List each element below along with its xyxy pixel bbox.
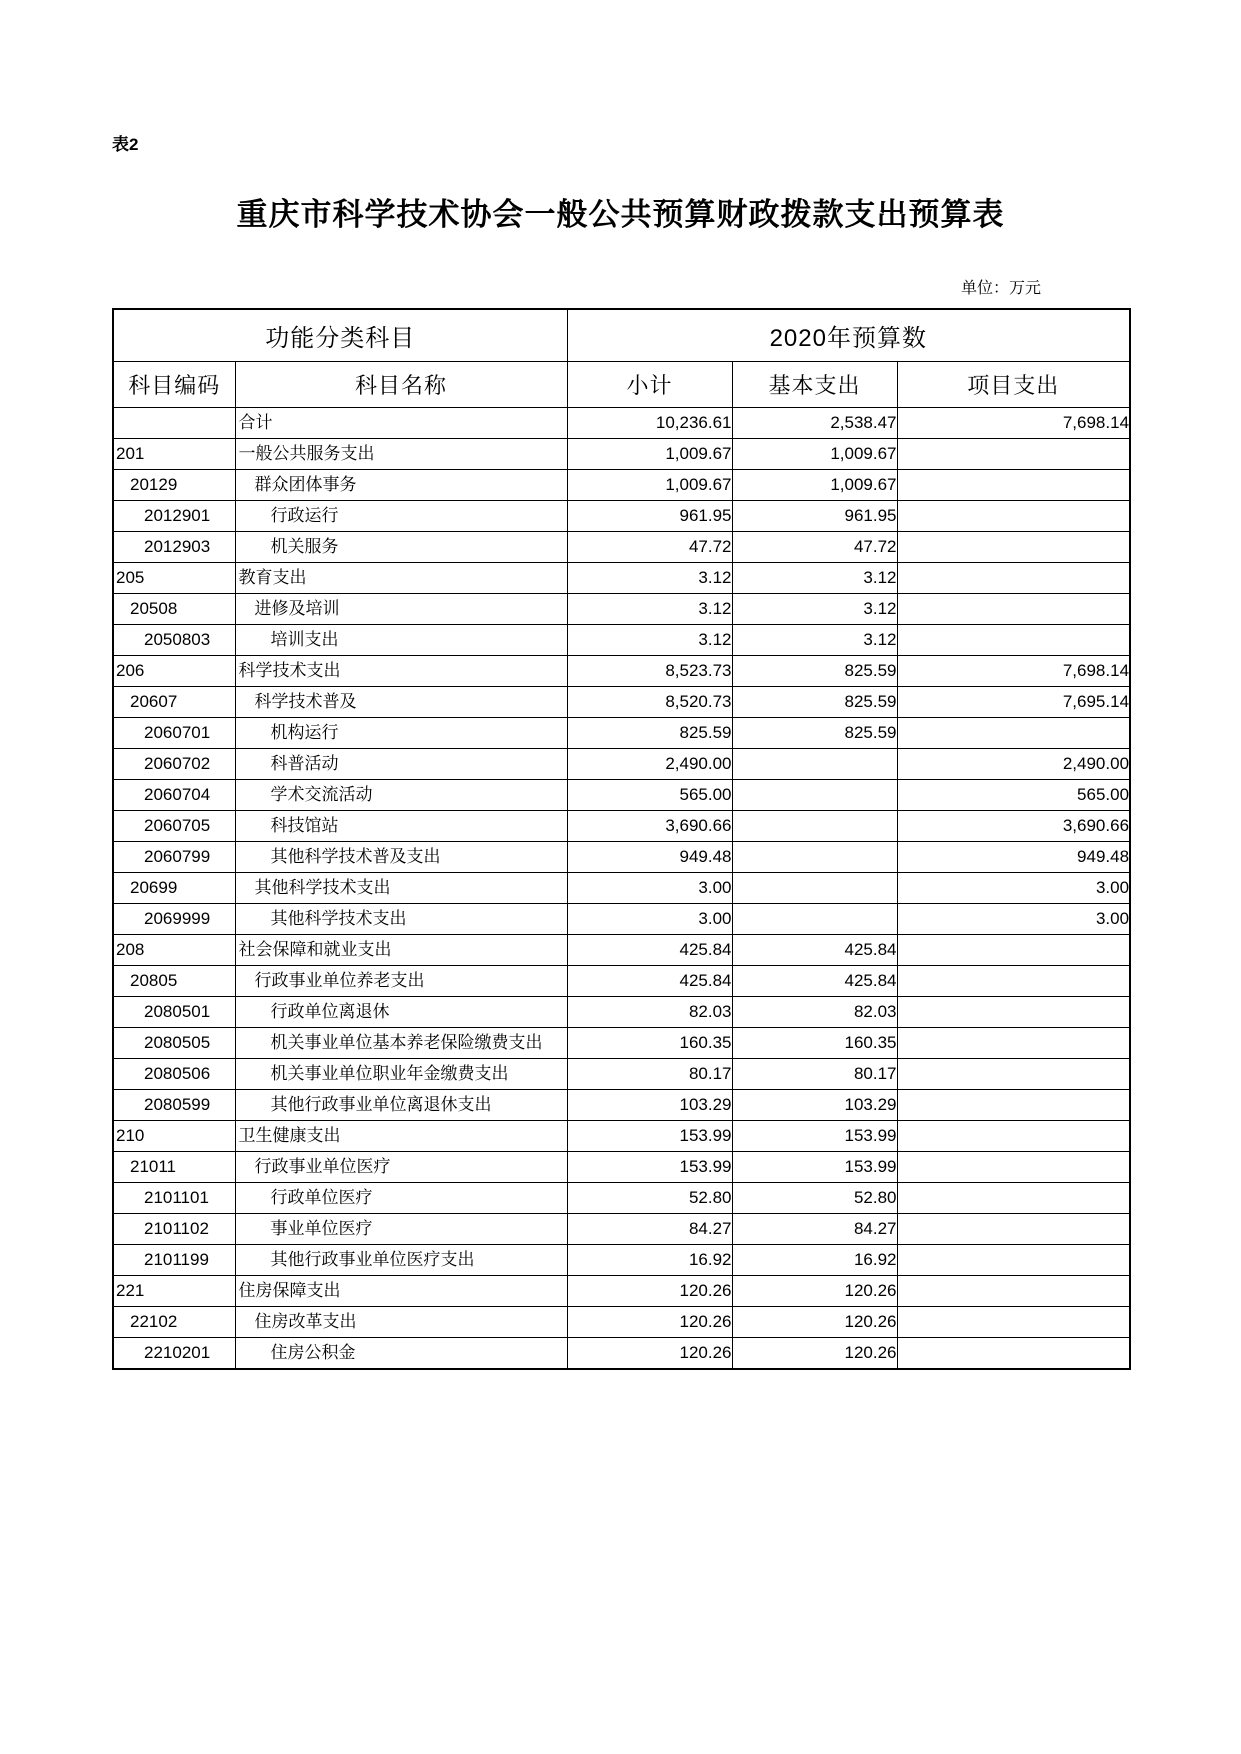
subject-name-text: 其他科学技术支出 [254,877,391,897]
subject-code-text: 20805 [130,970,178,990]
cell-subject-code [113,996,235,1027]
subject-code-text: 208 [116,939,145,959]
cell-subject-name [235,1027,567,1058]
cell-subtotal: 82.03 [567,996,732,1027]
cell-basic-expenditure [732,810,897,841]
cell-subject-code [113,624,235,655]
subject-name-text: 其他科学技术普及支出 [270,846,441,866]
subject-code-text: 2080501 [144,1001,211,1021]
table-header-group-row [113,309,1130,361]
table-row [113,655,1130,686]
cell-subject-name [235,1306,567,1337]
subject-name-text: 培训支出 [270,629,339,649]
cell-project-expenditure: 2,490.00 [897,748,1130,779]
cell-subtotal: 10,236.61 [567,407,732,438]
cell-subject-code [113,1151,235,1182]
cell-project-expenditure [897,469,1130,500]
cell-subtotal: 3.00 [567,903,732,934]
cell-basic-expenditure [732,779,897,810]
subject-name-text: 其他科学技术支出 [270,908,407,928]
cell-subject-code [113,593,235,624]
unit-note: 单位：万元 [960,280,1041,297]
subject-code-text: 20129 [130,474,178,494]
table-row [113,717,1130,748]
cell-subtotal: 3.12 [567,624,732,655]
cell-basic-expenditure: 16.92 [732,1244,897,1275]
header-functional-classification: 功能分类科目 [113,309,567,361]
cell-subtotal: 825.59 [567,717,732,748]
cell-basic-expenditure: 3.12 [732,562,897,593]
subject-name-text: 机关事业单位基本养老保险缴费支出 [270,1032,543,1052]
cell-subject-code [113,1306,235,1337]
cell-basic-expenditure: 84.27 [732,1213,897,1244]
cell-project-expenditure [897,1182,1130,1213]
table-row [113,500,1130,531]
cell-subtotal: 3.00 [567,872,732,903]
cell-basic-expenditure: 82.03 [732,996,897,1027]
cell-project-expenditure [897,717,1130,748]
cell-subject-name [235,934,567,965]
cell-subject-code [113,407,235,438]
cell-subject-code [113,438,235,469]
cell-basic-expenditure: 425.84 [732,934,897,965]
subject-name-text: 行政单位医疗 [270,1187,373,1207]
subject-code-text: 221 [116,1280,145,1300]
cell-subject-code [113,1182,235,1213]
cell-project-expenditure [897,1027,1130,1058]
subject-name-text: 一般公共服务支出 [238,443,375,463]
cell-basic-expenditure: 103.29 [732,1089,897,1120]
table-row [113,841,1130,872]
table-row [113,1027,1130,1058]
cell-subject-name [235,717,567,748]
cell-subject-code [113,562,235,593]
cell-subtotal: 3,690.66 [567,810,732,841]
cell-subtotal: 1,009.67 [567,438,732,469]
subject-code-text: 2060704 [144,784,211,804]
cell-subject-code [113,1120,235,1151]
cell-project-expenditure [897,1337,1130,1369]
cell-subtotal: 120.26 [567,1337,732,1369]
subject-name-text: 机关服务 [270,536,339,556]
cell-subject-code [113,779,235,810]
cell-project-expenditure [897,1151,1130,1182]
budget-table-container [112,308,1129,1370]
cell-basic-expenditure: 47.72 [732,531,897,562]
cell-basic-expenditure: 120.26 [732,1275,897,1306]
cell-basic-expenditure: 2,538.47 [732,407,897,438]
table-row [113,1337,1130,1369]
cell-subtotal: 120.26 [567,1306,732,1337]
table-row [113,1151,1130,1182]
table-label: 表2 [112,135,139,154]
cell-subject-code [113,810,235,841]
subject-name-text: 住房公积金 [270,1342,356,1362]
cell-subject-code [113,965,235,996]
table-row [113,686,1130,717]
subject-code-text: 210 [116,1125,145,1145]
subject-name-text: 科学技术支出 [238,660,341,680]
table-row [113,407,1130,438]
subject-name-text: 科普活动 [270,753,339,773]
subject-name-text: 机构运行 [270,722,339,742]
cell-subtotal: 47.72 [567,531,732,562]
cell-subject-name [235,686,567,717]
cell-basic-expenditure: 1,009.67 [732,438,897,469]
cell-subject-name [235,624,567,655]
subject-name-text: 其他行政事业单位离退休支出 [270,1094,492,1114]
cell-subject-name [235,1337,567,1369]
cell-basic-expenditure: 825.59 [732,686,897,717]
table-row [113,965,1130,996]
cell-project-expenditure: 949.48 [897,841,1130,872]
cell-subject-name [235,407,567,438]
table-row [113,1182,1130,1213]
cell-subject-code [113,686,235,717]
cell-project-expenditure: 7,698.14 [897,407,1130,438]
table-row [113,593,1130,624]
subject-code-text: 2080506 [144,1063,211,1083]
subject-code-text: 2101102 [144,1218,209,1238]
cell-subtotal: 153.99 [567,1120,732,1151]
subject-code-text: 2060705 [144,815,211,835]
subject-code-text: 20607 [130,691,178,711]
cell-project-expenditure: 3.00 [897,872,1130,903]
cell-basic-expenditure [732,903,897,934]
cell-basic-expenditure: 120.26 [732,1306,897,1337]
cell-subject-name [235,500,567,531]
table-row [113,1244,1130,1275]
cell-subject-name [235,810,567,841]
cell-subject-code [113,1244,235,1275]
cell-subject-name [235,1089,567,1120]
subject-code-text: 2101199 [144,1249,209,1269]
subject-name-text: 卫生健康支出 [238,1125,341,1145]
cell-project-expenditure [897,965,1130,996]
cell-subject-name [235,1120,567,1151]
subject-name-text: 行政运行 [270,505,339,525]
cell-subtotal: 120.26 [567,1275,732,1306]
subject-code-text: 2069999 [144,908,211,928]
subject-code-text: 2101101 [144,1187,209,1207]
subject-code-text: 21011 [130,1156,177,1176]
cell-project-expenditure [897,624,1130,655]
cell-subject-name [235,779,567,810]
cell-subject-name [235,1151,567,1182]
cell-basic-expenditure: 3.12 [732,624,897,655]
table-row [113,624,1130,655]
cell-subject-code [113,717,235,748]
subject-code-text: 2050803 [144,629,211,649]
cell-subtotal: 949.48 [567,841,732,872]
subject-name-text: 教育支出 [238,567,307,587]
table-row [113,562,1130,593]
subject-name-text: 社会保障和就业支出 [238,939,392,959]
cell-basic-expenditure [732,841,897,872]
cell-subtotal: 425.84 [567,965,732,996]
cell-basic-expenditure: 52.80 [732,1182,897,1213]
table-header-column-row [113,361,1130,407]
table-row [113,1306,1130,1337]
cell-subtotal: 8,523.73 [567,655,732,686]
subject-name-text: 合计 [238,412,273,432]
cell-subject-name [235,841,567,872]
cell-basic-expenditure: 825.59 [732,655,897,686]
cell-subject-name [235,562,567,593]
cell-subtotal: 84.27 [567,1213,732,1244]
cell-subject-code [113,500,235,531]
cell-project-expenditure [897,562,1130,593]
cell-project-expenditure [897,531,1130,562]
subject-code-text: 206 [116,660,145,680]
cell-subject-code [113,1275,235,1306]
cell-subject-name [235,531,567,562]
subject-code-text: 2060702 [144,753,211,773]
cell-basic-expenditure: 120.26 [732,1337,897,1369]
subject-name-text: 机关事业单位职业年金缴费支出 [270,1063,509,1083]
cell-subtotal: 52.80 [567,1182,732,1213]
cell-project-expenditure: 565.00 [897,779,1130,810]
subject-code-text: 2210201 [144,1342,211,1362]
cell-subject-code [113,1027,235,1058]
table-row [113,1120,1130,1151]
cell-project-expenditure [897,1275,1130,1306]
subject-name-text: 其他行政事业单位医疗支出 [270,1249,475,1269]
cell-subtotal: 565.00 [567,779,732,810]
cell-subject-code [113,903,235,934]
column-header-name: 科目名称 [235,361,567,407]
cell-subject-code [113,872,235,903]
cell-subtotal: 8,520.73 [567,686,732,717]
cell-project-expenditure [897,1244,1130,1275]
cell-subject-name [235,469,567,500]
cell-subtotal: 1,009.67 [567,469,732,500]
cell-subject-name [235,1182,567,1213]
subject-code-text: 2080505 [144,1032,211,1052]
subject-code-text: 2080599 [144,1094,211,1114]
subject-name-text: 进修及培训 [254,598,340,618]
cell-basic-expenditure: 425.84 [732,965,897,996]
cell-basic-expenditure: 3.12 [732,593,897,624]
cell-subject-name [235,872,567,903]
subject-code-text: 20699 [130,877,178,897]
table-row [113,779,1130,810]
cell-subject-name [235,903,567,934]
subject-code-text: 2060799 [144,846,211,866]
cell-project-expenditure [897,438,1130,469]
cell-basic-expenditure: 80.17 [732,1058,897,1089]
cell-basic-expenditure: 1,009.67 [732,469,897,500]
page-title: 重庆市科学技术协会一般公共预算财政拨款支出预算表 [236,197,1005,232]
table-body [113,407,1130,1369]
subject-code-text: 201 [116,443,145,463]
cell-basic-expenditure: 153.99 [732,1151,897,1182]
header-budget-year: 2020年预算数 [567,309,1130,361]
table-row [113,810,1130,841]
table-head [113,309,1130,407]
cell-project-expenditure [897,1213,1130,1244]
subject-name-text: 科学技术普及 [254,691,357,711]
subject-code-text: 20508 [130,598,178,618]
cell-subject-code [113,531,235,562]
cell-project-expenditure [897,1306,1130,1337]
cell-project-expenditure [897,996,1130,1027]
table-row [113,1275,1130,1306]
table-row [113,748,1130,779]
cell-subject-code [113,1089,235,1120]
subject-code-text: 2012903 [144,536,211,556]
cell-subject-name [235,438,567,469]
table-row [113,469,1130,500]
cell-subject-code [113,469,235,500]
subject-code-text: 22102 [130,1311,178,1331]
cell-subject-code [113,748,235,779]
cell-project-expenditure [897,593,1130,624]
cell-subject-name [235,1058,567,1089]
cell-project-expenditure [897,500,1130,531]
subject-code-text: 205 [116,567,145,587]
cell-subject-name [235,996,567,1027]
cell-subtotal: 80.17 [567,1058,732,1089]
subject-name-text: 事业单位医疗 [270,1218,373,1238]
cell-subtotal: 103.29 [567,1089,732,1120]
cell-subject-name [235,1213,567,1244]
subject-name-text: 群众团体事务 [254,474,357,494]
subject-name-text: 行政事业单位医疗 [254,1156,391,1176]
table-row [113,903,1130,934]
cell-subject-name [235,748,567,779]
table-row [113,1213,1130,1244]
cell-basic-expenditure: 153.99 [732,1120,897,1151]
cell-subtotal: 3.12 [567,562,732,593]
cell-basic-expenditure: 160.35 [732,1027,897,1058]
cell-subject-code [113,841,235,872]
column-header-project-expenditure: 项目支出 [897,361,1130,407]
subject-name-text: 科技馆站 [270,815,339,835]
cell-project-expenditure [897,1089,1130,1120]
cell-basic-expenditure: 961.95 [732,500,897,531]
column-header-basic-expenditure: 基本支出 [732,361,897,407]
table-row [113,934,1130,965]
subject-name-text: 行政单位离退休 [270,1001,390,1021]
subject-name-text: 住房保障支出 [238,1280,341,1300]
table-row [113,996,1130,1027]
cell-subtotal: 961.95 [567,500,732,531]
cell-subtotal: 2,490.00 [567,748,732,779]
cell-subject-name [235,593,567,624]
cell-subject-code [113,1337,235,1369]
column-header-code: 科目编码 [113,361,235,407]
table-row [113,1089,1130,1120]
cell-subject-code [113,1058,235,1089]
cell-subtotal: 16.92 [567,1244,732,1275]
cell-project-expenditure: 3.00 [897,903,1130,934]
table-row [113,438,1130,469]
subject-name-text: 住房改革支出 [254,1311,357,1331]
cell-subtotal: 160.35 [567,1027,732,1058]
cell-subject-name [235,1275,567,1306]
cell-subject-code [113,934,235,965]
column-header-subtotal: 小计 [567,361,732,407]
cell-subtotal: 3.12 [567,593,732,624]
cell-subject-name [235,655,567,686]
table-row [113,872,1130,903]
subject-name-text: 学术交流活动 [270,784,373,804]
cell-project-expenditure: 7,698.14 [897,655,1130,686]
cell-project-expenditure: 7,695.14 [897,686,1130,717]
cell-subject-code [113,655,235,686]
cell-subtotal: 425.84 [567,934,732,965]
cell-basic-expenditure: 825.59 [732,717,897,748]
subject-name-text: 行政事业单位养老支出 [254,970,425,990]
cell-subtotal: 153.99 [567,1151,732,1182]
cell-subject-code [113,1213,235,1244]
cell-basic-expenditure [732,748,897,779]
cell-subject-name [235,1244,567,1275]
cell-project-expenditure [897,1058,1130,1089]
subject-code-text: 2060701 [144,722,211,742]
cell-project-expenditure: 3,690.66 [897,810,1130,841]
cell-project-expenditure [897,1120,1130,1151]
cell-subject-name [235,965,567,996]
table-row [113,1058,1130,1089]
subject-code-text: 2012901 [144,505,211,525]
table-row [113,531,1130,562]
budget-table [112,308,1131,1370]
cell-project-expenditure [897,934,1130,965]
cell-basic-expenditure [732,872,897,903]
